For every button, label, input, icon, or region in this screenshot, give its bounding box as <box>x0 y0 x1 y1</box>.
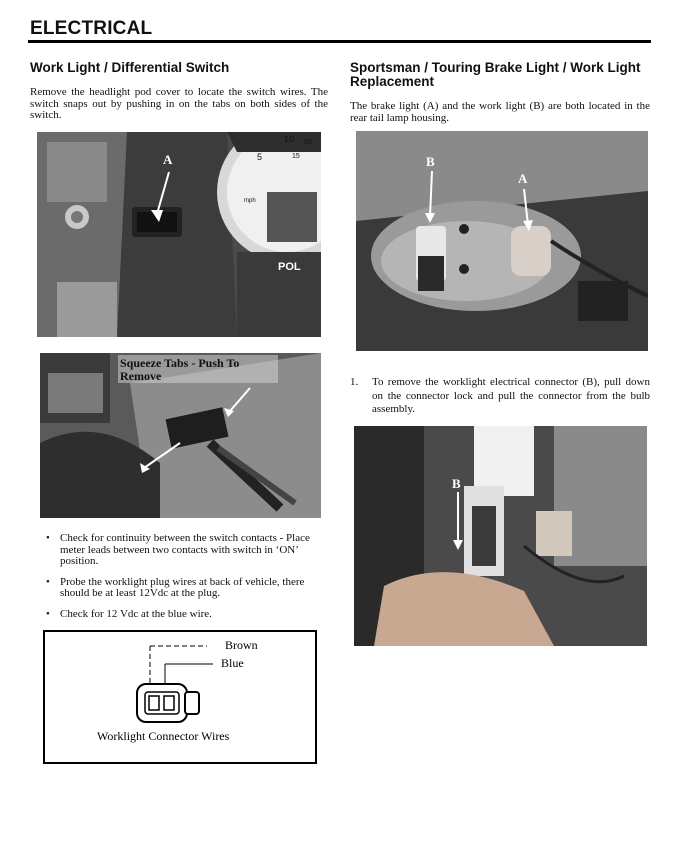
switch-removal-photo <box>40 353 321 518</box>
removal-label-b: B <box>452 476 461 491</box>
gauge-num-1: 5 <box>257 152 263 162</box>
gauge-mph-text: mph <box>244 198 256 204</box>
right-heading: Sportsman / Touring Brake Light / Work Light Replacement <box>350 60 641 89</box>
wire-blue-label: Blue <box>221 656 244 670</box>
gauge-num-3: 20 <box>304 139 312 146</box>
switch-location-photo <box>37 132 321 337</box>
list-item: • Check for 12 Vdc at the blue wire. <box>46 609 336 621</box>
gauge-num-0: 10 <box>284 134 295 144</box>
right-intro: The brake light (A) and the work light (B) are both located in the rear tail lamp housing. <box>350 100 650 124</box>
list-item: • Probe the worklight plug wires at back of vehicle, there should be at least 12Vdc at the plug. <box>46 577 336 600</box>
housing-label-a: A <box>518 171 528 186</box>
wire-brown-label: Brown <box>225 638 258 652</box>
squeeze-label-line2: Remove <box>120 369 162 383</box>
check-list <box>46 533 336 629</box>
photo1-label-a: A <box>163 152 173 167</box>
connector-diagram <box>43 630 317 764</box>
section-title: ELECTRICAL <box>30 18 153 39</box>
diagram-caption: Worklight Connector Wires <box>97 729 230 743</box>
left-heading: Work Light / Differential Switch <box>30 60 230 75</box>
left-intro: Remove the headlight pod cover to locate the switch wires. The switch snaps out by pushing in on the tabs on both sides of the switch. <box>30 86 328 121</box>
connector-removal-photo <box>354 426 647 646</box>
squeeze-label-line1: Squeeze Tabs - Push To <box>120 356 240 370</box>
step-1 <box>350 376 650 417</box>
housing-label-b: B <box>426 154 435 169</box>
gauge-num-2: 15 <box>292 153 300 160</box>
step-text: To remove the worklight electrical connector (B), pull down on the connector lock and pull the connector from the bulb assembly. <box>372 376 650 415</box>
gauge-brand-text: POL <box>278 261 301 273</box>
section-rule <box>28 40 651 43</box>
tail-lamp-housing-photo <box>356 131 648 351</box>
step-number: 1. <box>350 376 359 388</box>
list-item: • Check for continuity between the switch contacts - Place meter leads between two contacts with switch in ‘ON’ position. <box>46 533 336 568</box>
